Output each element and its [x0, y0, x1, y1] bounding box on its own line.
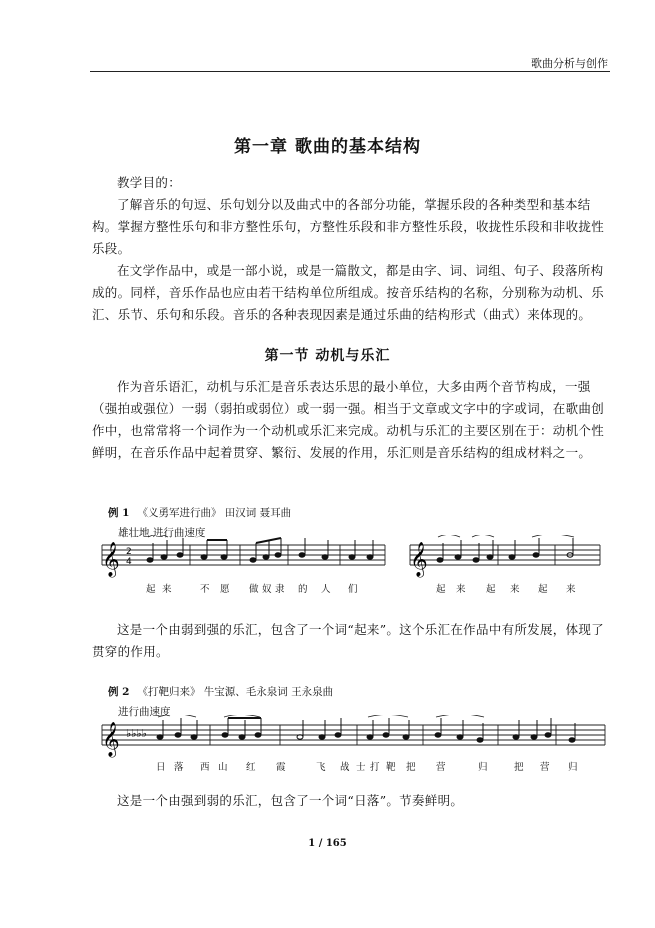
- lyric: 起: [486, 584, 496, 595]
- time-signature-top: 2: [126, 547, 132, 557]
- lyric: 把: [514, 762, 524, 773]
- header-divider: [90, 71, 610, 72]
- lyric: 们: [348, 584, 358, 595]
- lyric: 营: [436, 762, 446, 773]
- example2-label: 例 2: [108, 686, 130, 698]
- section-title: 第一节 动机与乐汇: [264, 348, 391, 364]
- lyric: 来: [162, 584, 172, 595]
- chapter-title: 第一章 歌曲的基本结构: [234, 137, 421, 157]
- example1-score: [100, 535, 610, 610]
- lyric: 来: [510, 584, 520, 595]
- page-number: 1 / 165: [308, 838, 347, 849]
- lyric: 归: [568, 762, 578, 773]
- example2-tempo: 进行曲速度: [118, 706, 171, 718]
- lyric: 人: [321, 584, 331, 595]
- example2-score: [100, 715, 610, 775]
- running-header: 歌曲分析与创作: [531, 57, 608, 70]
- example1-lyrics-a: [146, 583, 358, 595]
- lyric: 营: [540, 762, 550, 773]
- lyric: 战: [340, 762, 350, 773]
- lyric: 隶: [275, 584, 285, 595]
- lyric: 红: [246, 762, 256, 773]
- lyric: 日: [156, 762, 166, 773]
- lyric: 做: [249, 584, 259, 595]
- example1-heading: [108, 505, 291, 520]
- lyric: 把: [406, 762, 416, 773]
- objectives-text: 了解音乐的句逗、乐句划分以及曲式中的各部分功能，掌握乐段的各种类型和基本结构。掌握方整性乐句和非方整性乐句，方整性乐段和非方整性乐段，收拢性乐段和非收拢性乐段。: [92, 197, 605, 256]
- objectives-block: [92, 172, 610, 326]
- treble-clef-icon: 𝄞: [102, 542, 120, 577]
- intro-paragraph: 在文学作品中，或是一部小说，或是一篇散文，都是由字、词、词组、句子、段落所构成的。同样，音乐作品也应由若干结构单位所组成。按音乐结构的名称，分别称为动机、乐汇、乐节、乐句和乐段。音乐的各种表现因素是通过乐曲的结构形式（曲式）来体现的。: [92, 263, 605, 322]
- example1-staff-a: [102, 545, 385, 565]
- lyric: 起: [538, 584, 548, 595]
- lyric: 落: [174, 762, 184, 773]
- lyric: 不: [200, 584, 210, 595]
- example1-tempo: 雄壮地 进行曲速度: [118, 527, 206, 539]
- section-body: [92, 376, 610, 464]
- objectives-label: 教学目的：: [117, 175, 182, 190]
- treble-clef-icon: 𝄞: [410, 542, 428, 577]
- example2-source: 《打靶归来》 牛宝源、毛永泉词 王永泉曲: [137, 686, 334, 698]
- lyric: 西: [200, 762, 210, 773]
- section-paragraph: 作为音乐语汇，动机与乐汇是音乐表达乐思的最小单位，大多由两个音节构成，一强（强拍或强位）一弱（弱拍或弱位）或一弱一强。相当于文章或文字中的字或词，在歌曲创作中，也常常将一个词作为一个动机或乐汇来完成。动机与乐汇的主要区别在于：动机个性鲜明，在音乐作品中起着贯穿、繁衍、发展的作用，乐汇则是音乐结构的组成材料之一。: [92, 379, 605, 460]
- lyric: 山: [218, 762, 228, 773]
- example2-heading: [108, 684, 333, 699]
- lyric: 飞: [316, 762, 326, 773]
- lyric: 靶: [386, 762, 396, 773]
- lyric: 霞: [276, 762, 286, 773]
- lyric: 愿: [220, 584, 230, 595]
- lyric: 打: [370, 762, 380, 773]
- lyric: 士: [356, 762, 366, 773]
- example2-lyrics: [156, 761, 578, 773]
- example1-comment-block: [92, 619, 610, 663]
- lyric: 归: [478, 762, 488, 773]
- example2-comment: 这是一个由强到弱的乐汇，包含了一个词“日落”。节奏鲜明。: [117, 793, 464, 808]
- time-signature-bottom: 4: [126, 557, 132, 567]
- lyric: 的: [298, 584, 308, 595]
- lyric: 起: [436, 584, 446, 595]
- flat-icon: ♭♭♭♭: [126, 727, 147, 740]
- example2-comment-block: [92, 790, 610, 812]
- example1-comment: 这是一个由弱到强的乐汇，包含了一个词“起来”。这个乐汇在作品中有所发展，体现了贯穿的作用。: [92, 622, 604, 659]
- example1-source: 《义勇军进行曲》 田汉词 聂耳曲: [137, 507, 292, 519]
- treble-clef-icon: 𝄞: [102, 722, 120, 757]
- example1-lyrics-b: [436, 583, 576, 595]
- lyric: 起: [146, 584, 156, 595]
- lyric: 奴: [262, 584, 272, 595]
- example1-label: 例 1: [108, 507, 130, 519]
- lyric: 来: [566, 584, 576, 595]
- lyric: 来: [456, 584, 466, 595]
